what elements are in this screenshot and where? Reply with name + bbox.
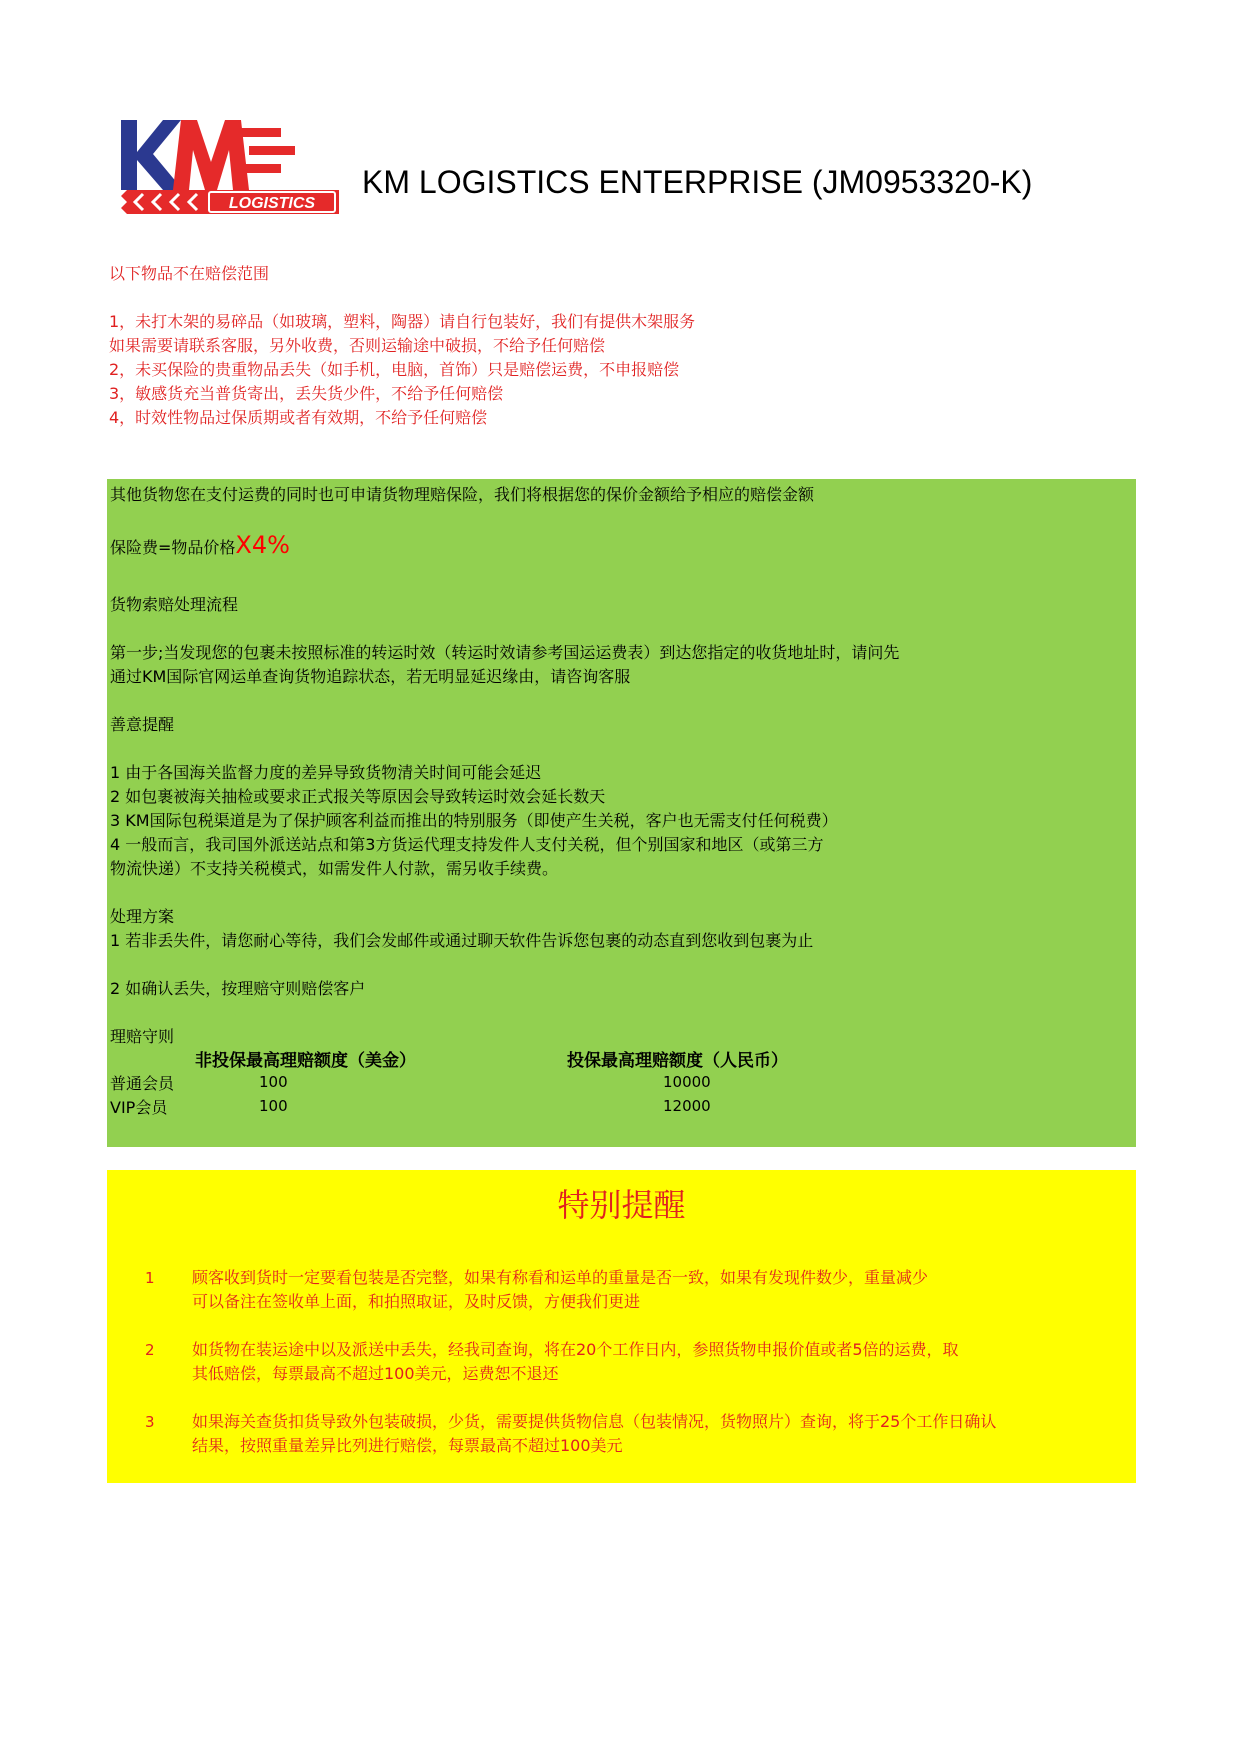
special-item-number: 2 <box>145 1341 155 1359</box>
fee-rate: X4% <box>235 531 290 559</box>
rules-title: 理赔守则 <box>110 1027 175 1046</box>
logo-sub-text: LOGISTICS <box>228 195 316 212</box>
table-row-uninsured: 100 <box>259 1097 288 1115</box>
reminder-line: 1 由于各国海关监督力度的差异导致货物清关时间可能会延迟 <box>110 763 542 782</box>
logo-graphic <box>121 118 341 214</box>
exclusions-heading: 以下物品不在赔偿范围 <box>109 264 270 283</box>
exclusion-line: 4，时效性物品过保质期或者有效期，不给予任何赔偿 <box>109 408 488 427</box>
exclusion-line: 1，未打木架的易碎品（如玻璃，塑料，陶器）请自行包装好，我们有提供木架服务 <box>109 312 696 331</box>
table-row-member: 普通会员 <box>110 1074 175 1093</box>
step1-line: 第一步;当发现您的包裹未按照标准的转运时效（转运时效请参考国运运费表）到达您指定的收货地址时，请问先 <box>110 643 900 662</box>
process-title: 货物索赔处理流程 <box>110 595 239 614</box>
reminder-line: 物流快递）不支持关税模式，如需发件人付款，需另收手续费。 <box>110 859 559 878</box>
special-item-text: 顾客收到货时一定要看包装是否完整，如果有称看和运单的重量是否一致，如果有发现件数少，重量减少 可以备注在签收单上面，和拍照取证，及时反馈，方便我们更进 <box>192 1268 929 1311</box>
exclusion-line: 3，敏感货充当普货寄出，丢失货少件，不给予任何赔偿 <box>109 384 504 403</box>
special-item-number: 3 <box>145 1413 155 1431</box>
exclusion-line: 2，未买保险的贵重物品丢失（如手机，电脑，首饰）只是赔偿运费，不申报赔偿 <box>109 360 680 379</box>
solution-line: 1 若非丢失件，请您耐心等待，我们会发邮件或通过聊天软件告诉您包裹的动态直到您收到包裹为止 <box>110 931 814 950</box>
exclusions-section <box>109 262 695 430</box>
table-header-uninsured: 非投保最高理赔额度（美金） <box>195 1051 416 1071</box>
insurance-fee <box>110 531 290 559</box>
table-row-insured: 10000 <box>663 1073 711 1091</box>
reminder-title: 善意提醒 <box>110 715 175 734</box>
step1-line: 通过KM国际官网运单查询货物追踪状态，若无明显延迟缘由，请咨询客服 <box>110 667 631 686</box>
solution-line: 2 如确认丢失，按理赔守则赔偿客户 <box>110 979 366 998</box>
table-row-insured: 12000 <box>663 1097 711 1115</box>
reminder-line: 2 如包裹被海关抽检或要求正式报关等原因会导致转运时效会延长数天 <box>110 787 606 806</box>
exclusion-line: 如果需要请联系客服，另外收费，否则运输途中破损，不给予任何赔偿 <box>109 336 606 355</box>
solution-title: 处理方案 <box>110 907 175 926</box>
insurance-intro: 其他货物您在支付运费的同时也可申请货物理赔保险，我们将根据您的保价金额给予相应的赔偿金额 <box>110 485 815 504</box>
reminder-line: 3 KM国际包税渠道是为了保护顾客利益而推出的特别服务（即使产生关税，客户也无需支付任何税费） <box>110 811 838 830</box>
insurance-panel <box>107 479 1136 1147</box>
table-header-insured: 投保最高理赔额度（人民币） <box>567 1051 788 1071</box>
special-item-number: 1 <box>145 1269 155 1287</box>
table-row-uninsured: 100 <box>259 1073 288 1091</box>
km-logistics-logo <box>121 118 341 214</box>
fee-label: 保险费=物品价格 <box>110 538 236 557</box>
page-title: KM LOGISTICS ENTERPRISE (JM0953320-K) <box>362 164 1033 200</box>
special-item-text: 如果海关查货扣货导致外包装破损，少货，需要提供货物信息（包装情况，货物照片）查询，将于25个工作日确认 结果，按照重量差异比列进行赔偿，每票最高不超过100美元 <box>192 1412 997 1455</box>
special-title: 特别提醒 <box>557 1186 686 1224</box>
special-item-text: 如货物在装运途中以及派送中丢失，经我司查询，将在20个工作日内，参照货物申报价值或者5倍的运费，取 其低赔偿，每票最高不超过100美元，运费恕不退还 <box>192 1340 959 1383</box>
reminder-line: 4 一般而言，我司国外派送站点和第3方货运代理支持发件人支付关税，但个别国家和地区（或第三方 <box>110 835 824 854</box>
table-row-member: VIP会员 <box>110 1098 168 1117</box>
special-reminder-panel <box>107 1170 1136 1483</box>
